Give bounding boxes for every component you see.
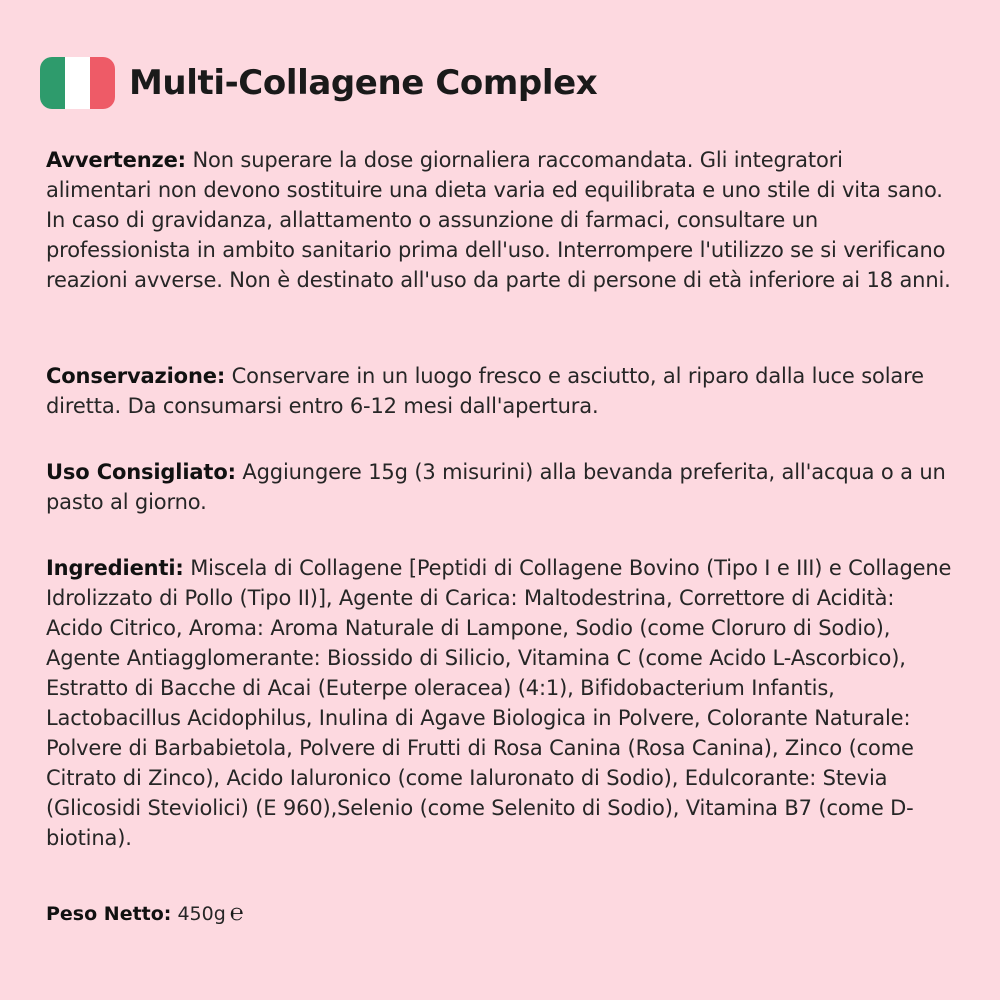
storage-label: Conservazione:	[46, 364, 226, 388]
storage-text: Conservare in un luogo fresco e asciutto, al riparo dalla luce solare diretta. Da consumarsi entro 6-12 mesi dall'apertura.	[46, 364, 924, 418]
ingredients-section	[46, 553, 952, 853]
usage-section	[46, 457, 952, 517]
italy-flag-icon	[40, 57, 115, 109]
ingredients-label: Ingredienti:	[46, 556, 184, 580]
estimated-sign-icon: ℮	[229, 900, 244, 926]
page-title: Multi-Collagene Complex	[129, 63, 598, 103]
storage-section	[46, 361, 952, 421]
net-weight-value: 450g	[177, 903, 226, 925]
net-weight-label: Peso Netto:	[46, 903, 172, 925]
header	[40, 57, 597, 109]
ingredients-text: Miscela di Collagene [Peptidi di Collagene Bovino (Tipo I e III) e Collagene Idrolizzato di Pollo (Tipo II)], Agente di Carica: Maltodestrina, Correttore di Acidità: Acido Citrico, Aroma: Aroma Naturale di Lampone, Sodio (come Cloruro di Sodio), Agente Antiagglomerante: Biossido di Silicio, Vitamina C (come Acido L-Ascorbico), Estratto di Bacche di Acai (Euterpe oleracea) (4:1), Bifidobacterium Infantis, Lactobacillus Acidophilus, Inulina di Agave Biologica in Polvere, Colorante Naturale: Polvere di Barbabietola, Polvere di Frutti di Rosa Canina (Rosa Canina), Zinco (come Citrato di Zinco), Acido Ialuronico (come Ialuronato di Sodio), Edulcorante: Stevia (Glicosidi Steviolici) (E 960),Selenio (come Selenito di Sodio), Vitamina B7 (come D-biotina).	[46, 556, 952, 850]
usage-label: Uso Consigliato:	[46, 460, 236, 484]
warnings-label: Avvertenze:	[46, 148, 186, 172]
net-weight	[46, 898, 244, 929]
warnings-section	[46, 145, 952, 295]
usage-text: Aggiungere 15g (3 misurini) alla bevanda preferita, all'acqua o a un pasto al giorno.	[46, 460, 946, 514]
flag-band-green	[40, 57, 65, 109]
flag-band-white	[65, 57, 90, 109]
warnings-text: Non superare la dose giornaliera raccomandata. Gli integratori alimentari non devono sostituire una dieta varia ed equilibrata e uno stile di vita sano. In caso di gravidanza, allattamento o assunzione di farmaci, consultare un professionista in ambito sanitario prima dell'uso. Interrompere l'utilizzo se si verificano reazioni avverse. Non è destinato all'uso da parte di persone di età inferiore ai 18 anni.	[46, 148, 951, 292]
flag-band-red	[90, 57, 115, 109]
